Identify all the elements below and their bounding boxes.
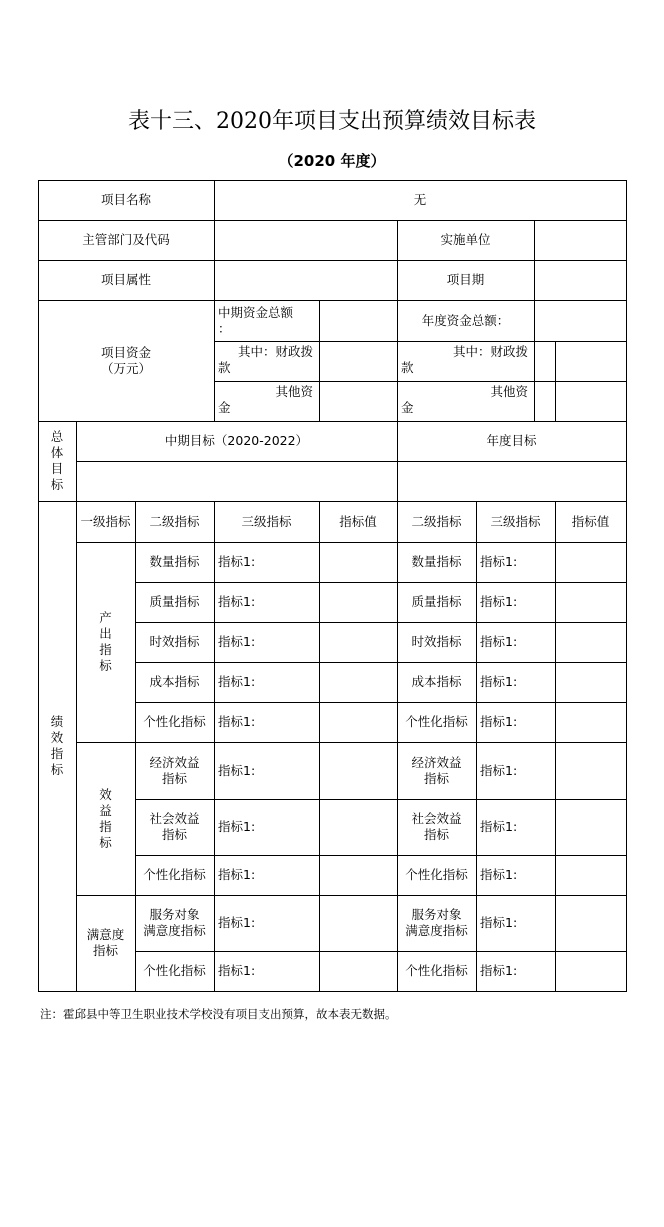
table-row-mid-level3: 指标1: [218, 674, 256, 689]
year-goal-label: 年度目标 [486, 433, 537, 448]
table-row-mid-level2: 数量指标 [149, 554, 200, 569]
mid-goal-label: 中期目标（2020-2022） [164, 433, 309, 448]
table-grid-line [38, 991, 627, 992]
table-row-year-level2: 数量指标 [411, 554, 462, 569]
table-row-year-level2: 服务对象 满意度指标 [405, 907, 468, 938]
overall-goal-side-label: 总 体 目 标 [50, 429, 64, 492]
table-row-year-level2: 成本指标 [411, 674, 462, 689]
table-row-year-level3: 指标1: [480, 867, 518, 882]
page-subtitle: （2020 年度） [278, 152, 386, 170]
table-grid-line [534, 220, 535, 342]
mid-other-funds-label [214, 381, 319, 421]
performance-side-label: 绩 效 指 标 [50, 714, 64, 777]
table-row-mid-level2: 服务对象 满意度指标 [143, 907, 206, 938]
footnote: 注：霍邱县中等卫生职业技术学校没有项目支出预算，故本表无数据。 [40, 1007, 397, 1021]
table-row-year-level3: 指标1: [480, 554, 518, 569]
table-row-mid-level3: 指标1: [218, 634, 256, 649]
group-satisfaction-label: 满意度 指标 [86, 927, 125, 958]
mid-other-funds-label-line2: 金 [218, 400, 231, 415]
page-title: 表十三、2020年项目支出预算绩效目标表 [128, 109, 536, 134]
table-row-mid-level2: 成本指标 [149, 674, 200, 689]
project-attr-label: 项目属性 [100, 272, 151, 287]
table-row-mid-level3: 指标1: [218, 819, 256, 834]
table-row-year-level3: 指标1: [480, 963, 518, 978]
year-fiscal-funds-label [397, 341, 534, 381]
table-grid-line [319, 300, 320, 422]
table-row-year-level2: 个性化指标 [405, 867, 468, 882]
table-row-mid-level3: 指标1: [218, 714, 256, 729]
mid-fiscal-funds-label-line2: 款 [218, 360, 231, 375]
table-row-year-level3: 指标1: [480, 762, 518, 778]
table-row-mid-level3: 指标1: [218, 963, 256, 978]
table-row-year-level2: 时效指标 [411, 634, 462, 649]
table-row-mid-level2: 经济效益 指标 [149, 754, 200, 786]
year-other-funds-label [397, 381, 534, 421]
table-row-mid-level2: 个性化指标 [143, 867, 206, 882]
table-row-year-level2: 个性化指标 [405, 963, 468, 978]
table-row-year-level2: 社会效益 指标 [411, 811, 462, 842]
table-row-mid-level3: 指标1: [218, 915, 256, 930]
project-name-value: 无 [413, 192, 427, 207]
table-row-year-level2: 个性化指标 [405, 714, 468, 729]
mid-fiscal-funds-label [214, 341, 319, 381]
table-row-year-level3: 指标1: [480, 674, 518, 689]
table-grid-line [76, 461, 627, 462]
year-total-funds-label: 年度资金总额： [421, 312, 510, 328]
dept-code-label: 主管部门及代码 [82, 232, 170, 247]
table-row-year-level3: 指标1: [480, 594, 518, 609]
table-row-mid-level3: 指标1: [218, 762, 256, 778]
perf-header-5: 三级指标 [490, 513, 541, 529]
table-row-mid-level3: 指标1: [218, 554, 256, 569]
table-row-year-level3: 指标1: [480, 634, 518, 649]
table-grid-line [555, 341, 556, 422]
table-row-year-level3: 指标1: [480, 819, 518, 834]
impl-unit-label: 实施单位 [440, 232, 491, 247]
table-row-mid-level2: 时效指标 [149, 634, 200, 649]
perf-header-1: 二级指标 [149, 513, 200, 529]
table-row-mid-level2: 质量指标 [149, 594, 200, 609]
project-period-label: 项目期 [446, 272, 485, 287]
table-row-mid-level2: 社会效益 指标 [149, 811, 200, 842]
table-row-mid-level2: 个性化指标 [143, 714, 206, 729]
table-grid-line [319, 501, 320, 992]
perf-header-2: 三级指标 [241, 513, 292, 529]
year-fiscal-funds-label-line1: 其中：财政拨 [452, 344, 528, 359]
perf-header-6: 指标值 [571, 513, 610, 529]
table-row-year-level3: 指标1: [480, 714, 518, 729]
group-output-label: 产 出 指 标 [99, 610, 112, 673]
perf-header-0: 一级指标 [80, 513, 131, 529]
perf-header-4: 二级指标 [411, 513, 462, 529]
project-name-label: 项目名称 [100, 192, 151, 207]
project-funds-label: 项目资金 （万元） [100, 344, 151, 376]
perf-header-3: 指标值 [339, 513, 377, 529]
group-benefit-label: 效 益 指 标 [99, 786, 112, 850]
table-grid-line [534, 341, 535, 422]
table-grid-line [626, 180, 627, 992]
table-row-year-level2: 经济效益 指标 [411, 754, 462, 786]
table-grid-line [555, 501, 556, 992]
year-other-funds-label-line2: 金 [401, 400, 414, 415]
mid-other-funds-label-line1: 其他资 [275, 384, 313, 399]
table-row-year-level3: 指标1: [480, 915, 518, 930]
table-row-mid-level2: 个性化指标 [143, 963, 206, 978]
table-row-mid-level3: 指标1: [218, 594, 256, 609]
mid-total-funds-label: 中期资金总额 ： [218, 304, 294, 336]
year-fiscal-funds-label-line2: 款 [401, 360, 414, 375]
year-other-funds-label-line1: 其他资 [490, 384, 528, 399]
table-row-year-level2: 质量指标 [411, 594, 462, 609]
table-row-mid-level3: 指标1: [218, 867, 256, 882]
mid-fiscal-funds-label-line1: 其中：财政拨 [237, 344, 313, 359]
